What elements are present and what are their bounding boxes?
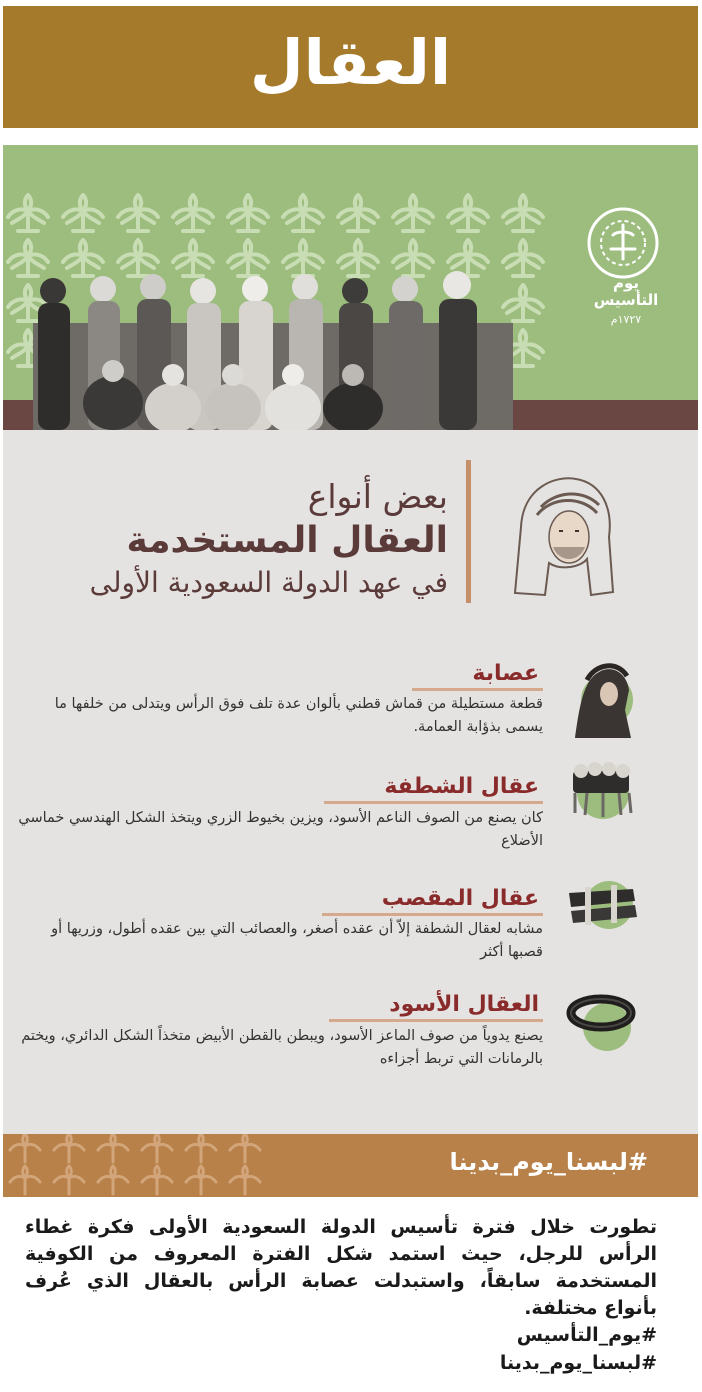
footer-hashtag: #لبسنا_يوم_بدينا [449,1148,648,1176]
caption-tag-hashtag[interactable]: #لبسنا_يوم_بدينا [499,1352,657,1374]
item-title-shatfa: عقال الشطفة [324,773,543,804]
hashtag-footer-band [3,1134,698,1197]
maqsab-agal-icon [563,875,643,935]
item-text-maqsab: مشابه لعقال الشطفة إلاّ أن عقده أصغر، والعصائب التي بين عقده أطول، وزريها أو قصبها أكثر [51,921,543,960]
title-banner [3,6,698,128]
caption-tag-founding-day[interactable]: #يوم_التأسيس [516,1324,657,1346]
shatfa-agal-icon [563,755,638,825]
emblem-year: ١٧٢٧م [610,313,642,326]
portrait-sketch-icon [501,467,626,599]
historical-group-photo [33,263,513,430]
heading-line-1: بعض أنواع [307,477,448,516]
emblem-name: يوم التأسيس [593,274,659,309]
item-title-maqsab: عقال المقصب [322,885,543,916]
founding-day-emblem-icon [583,203,663,283]
caption-text: تطورت خلال فترة تأسيس الدولة السعودية الأولى فكرة غطاء الرأس للرجل، حيث استمد شكل الفترة المعروف من الكوفية المستخدمة سابقاً، واستبدلت عصابة الرأس بالعقال الذي عُرف بأنواع مختلفة. [25,1216,657,1319]
item-text-aswad: يصنع يدوياً من صوف الماعز الأسود، ويبطن بالقطن الأبيض متخذاً الشكل الدائري، ويختم بالرمانات التي تربط أجزاءه [21,1028,543,1067]
footer-palm-pattern [3,1134,263,1197]
item-text-shatfa: كان يصنع من الصوف الناعم الأسود، ويزين بخيوط الزري ويتخذ الشكل الهندسي خماسي الأضلاع [18,810,543,849]
heading-line-2: العقال المستخدمة [126,520,448,561]
esaba-headwrap-icon [565,650,635,742]
item-title-esaba: عصابة [412,660,543,691]
page-title: العقال [249,26,452,99]
heading-divider [466,460,471,603]
heading-line-3: في عهد الدولة السعودية الأولى [89,566,448,599]
item-text-esaba: قطعة مستطيلة من قماش قطني بألوان عدة تلف فوق الرأس ويتدلى من خلفها ما يسمى بذؤابة العمامة. [54,696,543,735]
infographic-poster [3,145,698,1197]
item-title-aswad: العقال الأسود [329,991,543,1022]
emblem-caption [591,275,661,328]
black-agal-icon [563,983,643,1053]
